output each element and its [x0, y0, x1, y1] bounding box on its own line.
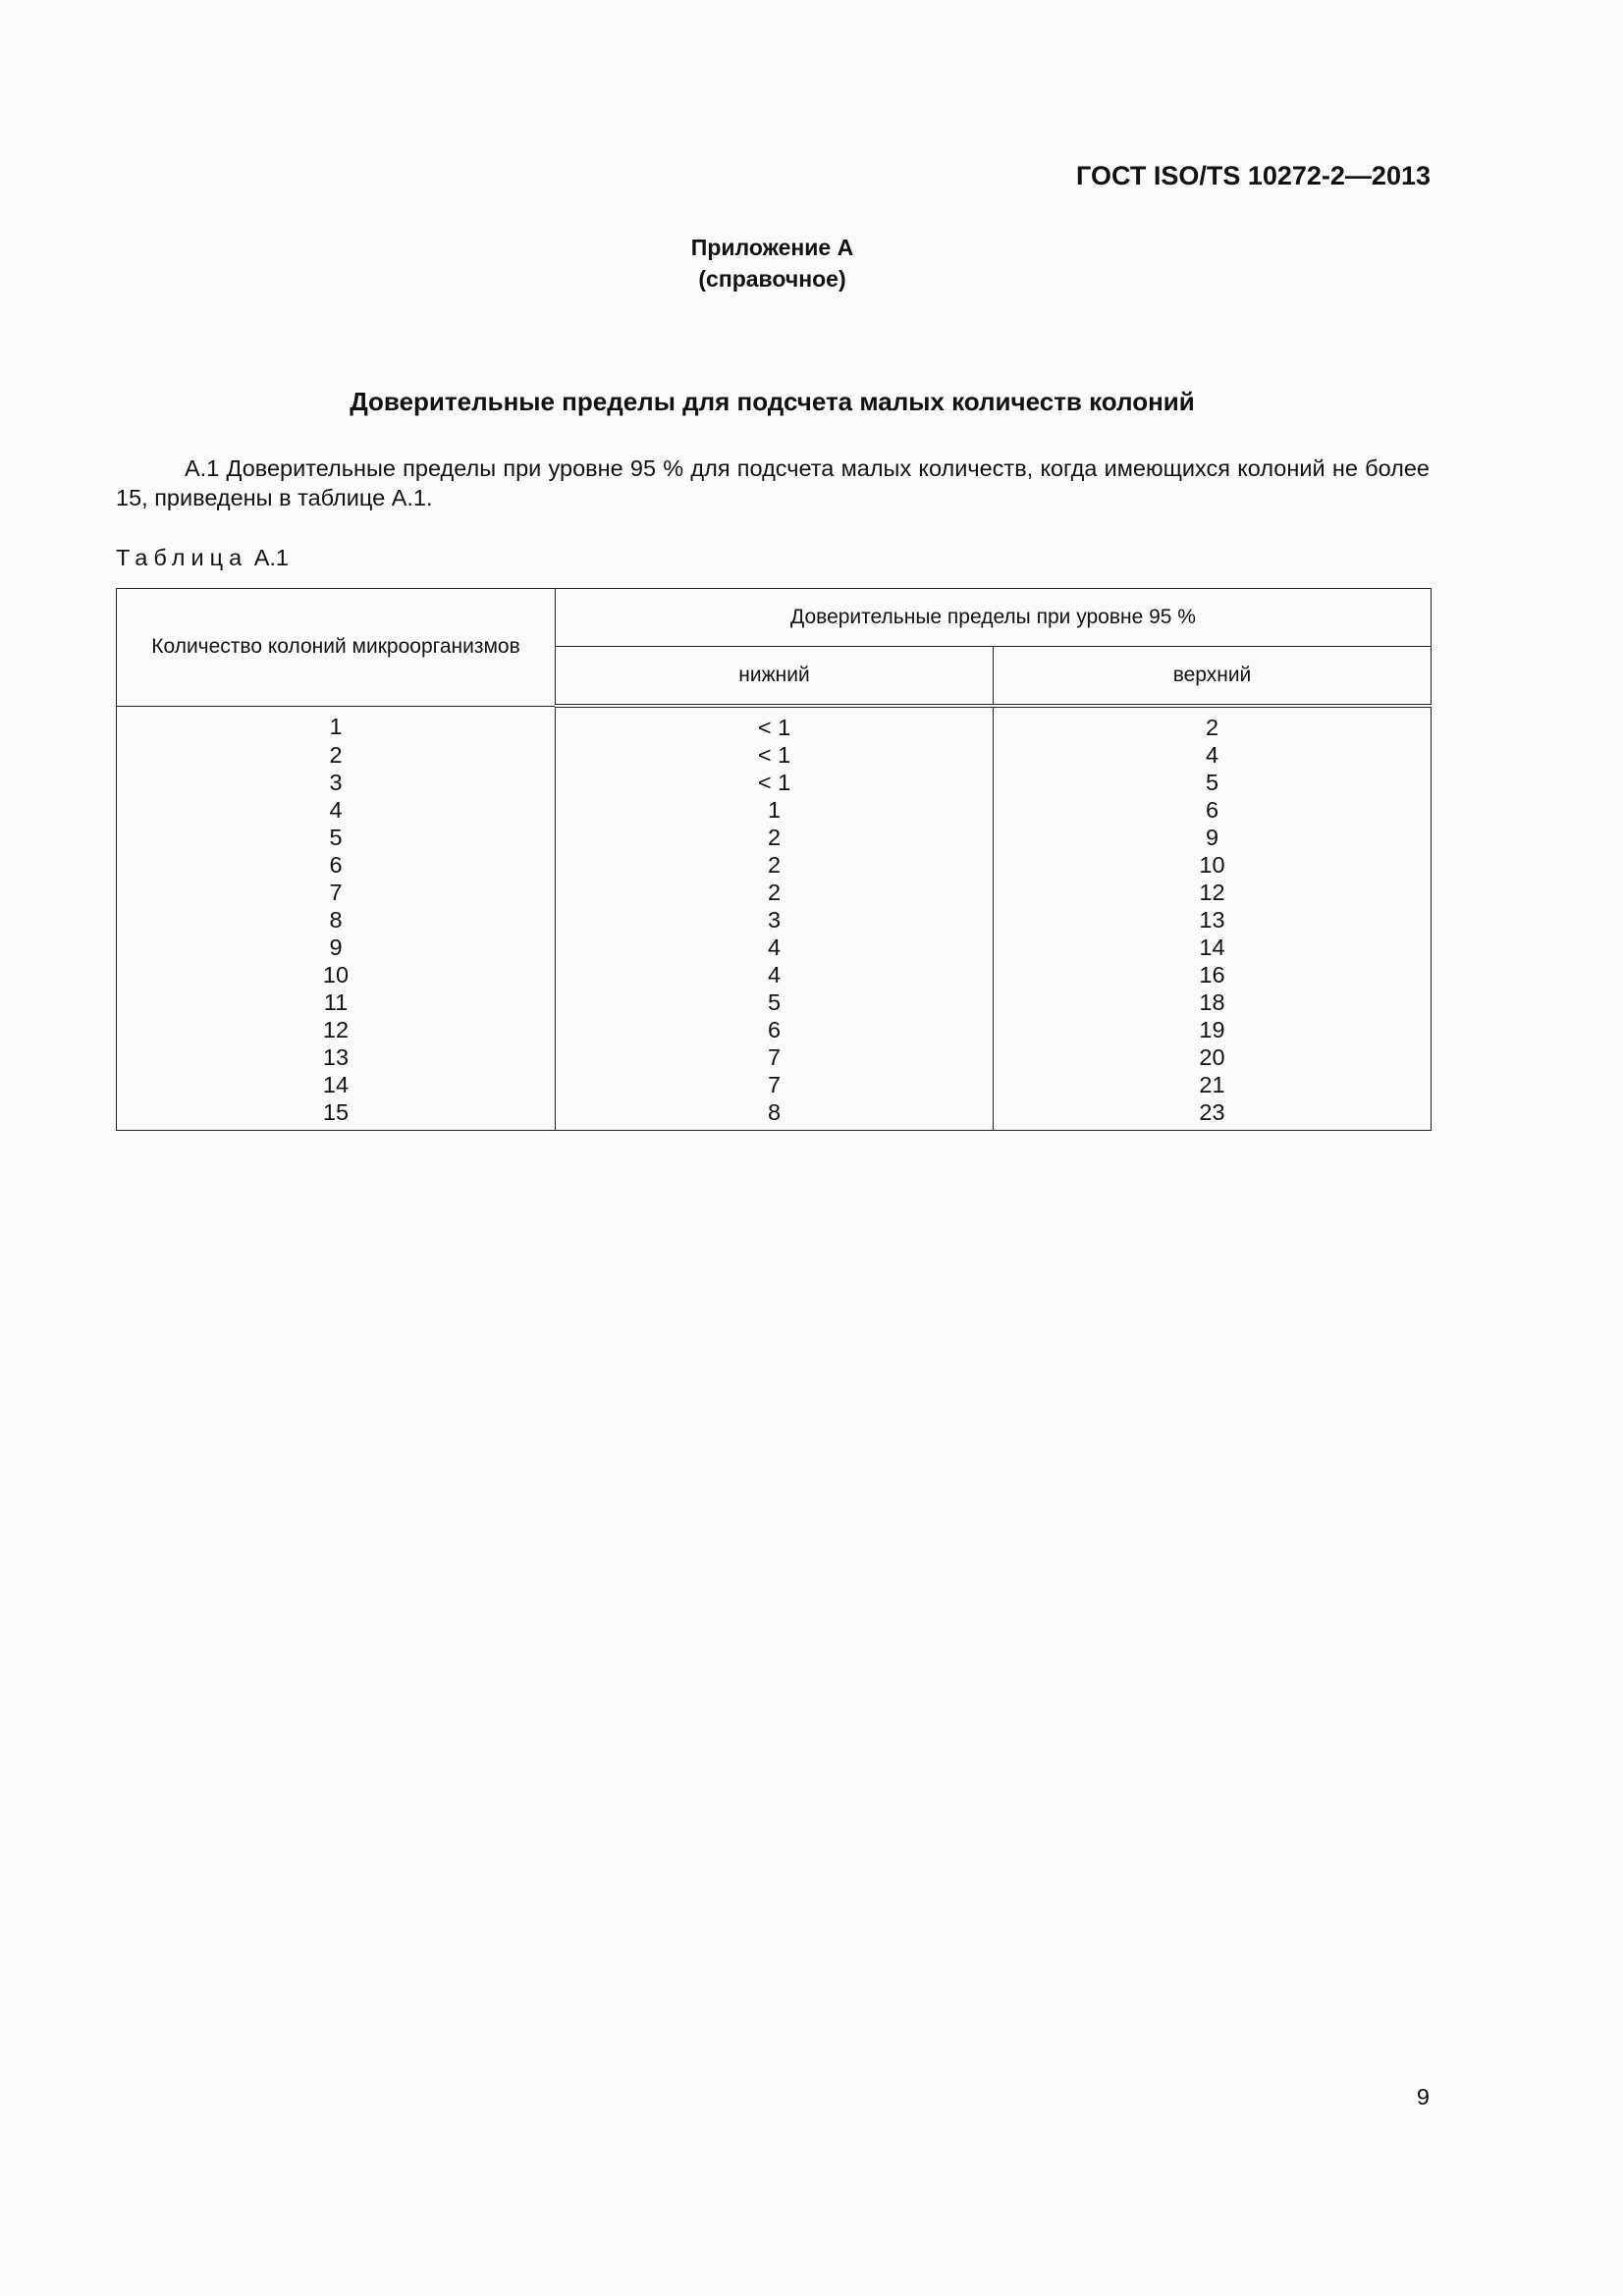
cell-lower-limit: 6 [556, 1016, 994, 1043]
cell-colony-count: 3 [117, 769, 556, 796]
cell-colony-count: 15 [117, 1098, 556, 1131]
table-row [117, 1098, 1432, 1131]
cell-colony-count: 1 [117, 706, 556, 741]
header-lower: нижний [556, 647, 994, 707]
cell-upper-limit: 10 [994, 851, 1432, 879]
table-row [117, 961, 1432, 988]
cell-lower-limit: 5 [556, 988, 994, 1016]
table-caption-id: А.1 [253, 545, 289, 570]
header-confidence-limits: Доверительные пределы при уровне 95 % [556, 589, 1432, 647]
table-row [117, 706, 1432, 741]
cell-lower-limit: < 1 [556, 769, 994, 796]
header-colony-count: Количество колоний микроорганизмов [117, 589, 556, 707]
cell-lower-limit: 7 [556, 1071, 994, 1098]
page-number: 9 [1416, 2084, 1430, 2109]
cell-colony-count: 2 [117, 741, 556, 769]
cell-colony-count: 12 [117, 1016, 556, 1043]
table-row [117, 906, 1432, 934]
table-row [117, 1016, 1432, 1043]
table-row [117, 769, 1432, 796]
cell-lower-limit: 4 [556, 961, 994, 988]
cell-colony-count: 10 [117, 961, 556, 988]
cell-colony-count: 4 [117, 796, 556, 824]
cell-upper-limit: 2 [994, 706, 1432, 741]
table-row [117, 851, 1432, 879]
cell-upper-limit: 9 [994, 824, 1432, 851]
table-row [117, 934, 1432, 961]
cell-lower-limit: 2 [556, 851, 994, 879]
table-row [117, 824, 1432, 851]
cell-colony-count: 11 [117, 988, 556, 1016]
annex-status: (справочное) [698, 266, 846, 292]
section-title: Доверительные пределы для подсчета малых количеств колоний [350, 387, 1195, 416]
table-row [117, 1043, 1432, 1071]
table-row [117, 879, 1432, 906]
cell-lower-limit: 1 [556, 796, 994, 824]
cell-lower-limit: 4 [556, 934, 994, 961]
cell-lower-limit: 2 [556, 879, 994, 906]
annex-title: Приложение А [690, 235, 854, 260]
table-caption-word: Таблица [116, 545, 248, 570]
cell-upper-limit: 14 [994, 934, 1432, 961]
cell-upper-limit: 13 [994, 906, 1432, 934]
cell-upper-limit: 19 [994, 1016, 1432, 1043]
cell-upper-limit: 6 [994, 796, 1432, 824]
cell-upper-limit: 23 [994, 1098, 1432, 1131]
cell-colony-count: 13 [117, 1043, 556, 1071]
cell-upper-limit: 18 [994, 988, 1432, 1016]
cell-colony-count: 9 [117, 934, 556, 961]
cell-colony-count: 7 [117, 879, 556, 906]
cell-upper-limit: 4 [994, 741, 1432, 769]
annex-heading [0, 232, 1544, 294]
cell-colony-count: 5 [117, 824, 556, 851]
cell-colony-count: 14 [117, 1071, 556, 1098]
document-code: ГОСТ ISO/TS 10272-2—2013 [1076, 161, 1431, 190]
cell-colony-count: 8 [117, 906, 556, 934]
table-body [117, 706, 1432, 1131]
cell-lower-limit: 8 [556, 1098, 994, 1131]
cell-upper-limit: 21 [994, 1071, 1432, 1098]
cell-lower-limit: < 1 [556, 706, 994, 741]
cell-upper-limit: 5 [994, 769, 1432, 796]
cell-lower-limit: 7 [556, 1043, 994, 1071]
table-row [117, 796, 1432, 824]
cell-lower-limit: 2 [556, 824, 994, 851]
table-row [117, 988, 1432, 1016]
table-row [117, 1071, 1432, 1098]
table-caption [116, 545, 289, 571]
cell-upper-limit: 16 [994, 961, 1432, 988]
cell-lower-limit: < 1 [556, 741, 994, 769]
cell-lower-limit: 3 [556, 906, 994, 934]
table-row [117, 741, 1432, 769]
cell-upper-limit: 20 [994, 1043, 1432, 1071]
table-header-row [117, 589, 1432, 647]
cell-colony-count: 6 [117, 851, 556, 879]
header-upper: верхний [994, 647, 1432, 707]
paragraph-a1: А.1 Доверительные пределы при уровне 95 % для подсчета малых количеств, когда имеющихся колоний не более 15, приведены в таблице А.1. [116, 455, 1430, 510]
confidence-limits-table [116, 588, 1432, 1131]
cell-upper-limit: 12 [994, 879, 1432, 906]
